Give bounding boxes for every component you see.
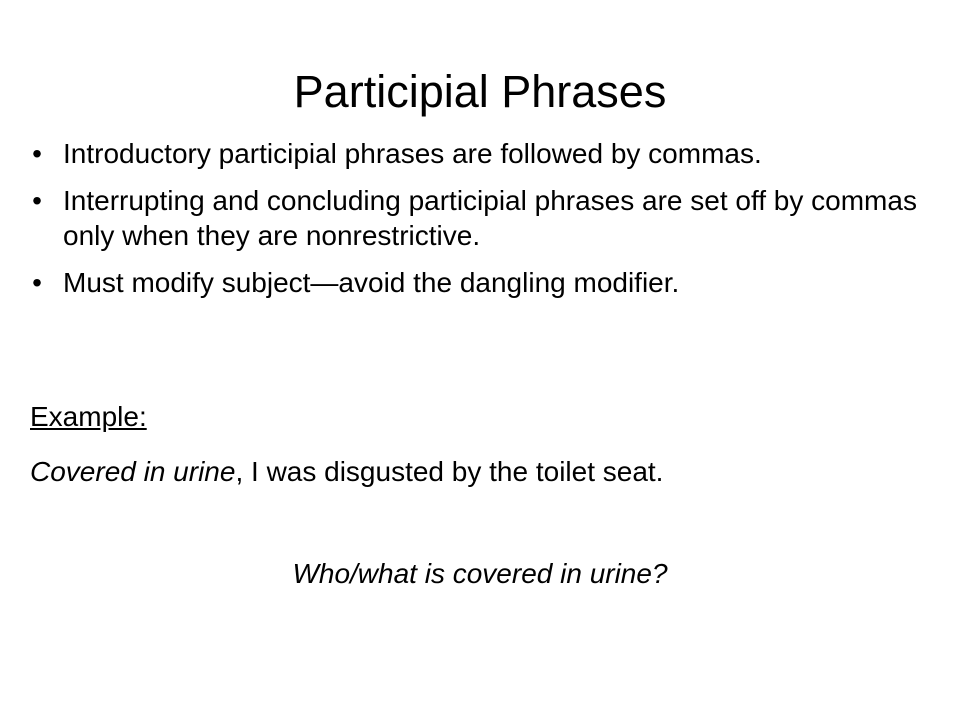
bullet-item [30,136,930,171]
example-label: Example: [30,401,147,432]
bullet-item [30,265,930,300]
bullet-dot-icon: • [32,138,42,169]
bullet-text: Interrupting and concluding participial phrases are set off by commas only when they are nonrestrictive. [63,185,917,251]
bullet-item [30,183,930,253]
question-text: Who/what is covered in urine? [292,558,668,589]
bullet-text: Must modify subject—avoid the dangling modifier. [63,267,680,298]
example-sentence [30,454,663,489]
example-phrase: Covered in urine [30,456,236,487]
slide-title: Participial Phrases [293,66,667,117]
bullet-dot-icon: • [32,185,42,216]
bullet-dot-icon: • [32,267,42,298]
bullet-list [30,136,930,312]
example-rest: , I was disgusted by the toilet seat. [235,456,664,487]
bullet-text: Introductory participial phrases are followed by commas. [63,138,762,169]
